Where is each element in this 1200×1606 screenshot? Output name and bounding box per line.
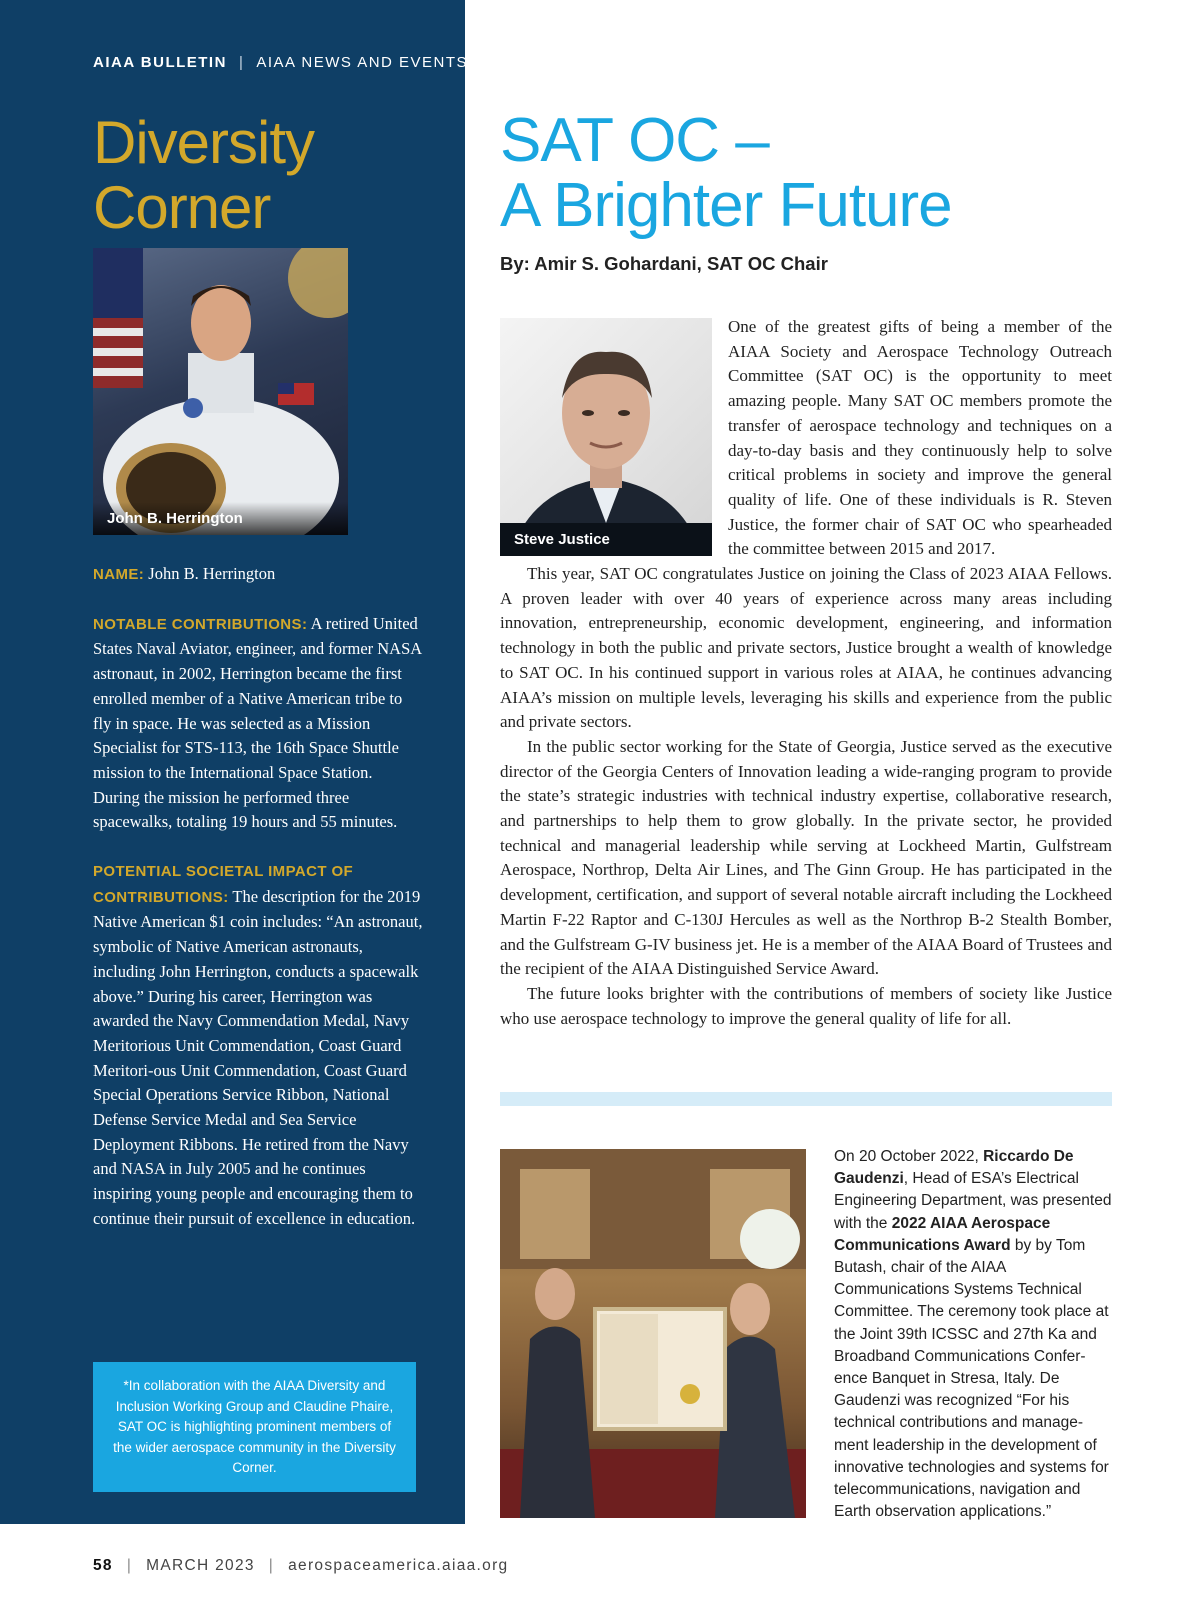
collaboration-note: *In collaboration with the AIAA Diversity and Inclusion Working Group and Claudine Phaire, SAT OC is highlighting prominent members of the wider aerospace community in the Diversity Corner.	[93, 1362, 416, 1492]
impact-label: POTENTIAL SOCIETAL IMPACT OF CONTRIBUTIONS:	[93, 863, 354, 906]
title-line-1: Diversity	[93, 109, 315, 176]
footer-divider-2: |	[268, 1557, 275, 1574]
article-title	[500, 108, 1150, 238]
page-footer	[93, 1557, 508, 1575]
site-url: aerospaceamerica.aiaa.org	[288, 1557, 509, 1574]
article-body	[500, 315, 1112, 1031]
page-number: 58	[93, 1557, 113, 1574]
article-paragraph-2: This year, SAT OC congratulates Justice on joining the Class of 2023 AIAA Fellows. A proven leader with over 40 years of experience across many areas including innovation, entrepreneurship, economic development, engineering, and information technology in both the public and private sectors, Justice brought a wealth of knowledge to SAT OC. In his continued support in various roles at AIAA, he continues advancing AIAA’s mission on multiple levels, leveraging his skills and experience from the public and private sectors.	[500, 564, 1112, 732]
diversity-corner-body	[93, 562, 423, 1256]
impact-entry	[93, 859, 423, 1232]
award-text-part-3: by by Tom Butash, chair of the AIAA Communications Systems Technical Committee. The ceremony took place at the Joint 39th ICSSC and 27th Ka and Broadband Communications Confer-ence Banquet in Stresa, Italy. De Gaudenzi was recognized “For his technical contributions and manage-ment leadership in the development of innovative technologies and systems for telecommunications, navigation and Earth observation applications.”	[834, 1236, 1109, 1521]
award-name: 2022 AIAA Aerospace Communications Award	[834, 1214, 1051, 1254]
article-title-line-2: A Brighter Future	[500, 171, 952, 240]
award-recipient: Riccardo De Gaudenzi	[834, 1148, 1074, 1188]
footer-divider-1: |	[126, 1557, 133, 1574]
article-paragraph-1: One of the greatest gifts of being a member of the AIAA Society and Aerospace Technology Outreach Committee (SAT OC) is the opportunity to meet amazing people. Many SAT OC members promote the transfer of aerospace technology and techniques on a day-to-day basis and they continuously help to solve critical problems in society and improve the general quality of life. One of these individuals is R. Steven Justice, the former chair of SAT OC who spearheaded the committee between 2015 and 2017.	[728, 317, 1112, 559]
astronaut-illustration	[93, 248, 348, 535]
name-value: John B. Herrington	[148, 564, 276, 583]
impact-text: The description for the 2019 Native American $1 coin includes: “An astronaut, symbolic of Native American astronauts, including John Herrington, conducts a spacewalk above.” During his career, Herrington was awarded the Navy Commendation Medal, Navy Meritorious Unit Commendation, Coast Guard Meritori-ous Unit Commendation, Coast Guard Special Operations Service Ribbon, National Defense Service Medal and Sea Service Deployment Ribbons. He retired from the Navy and NASA in July 2005 and he continues inspiring young people and encouraging them to continue their pursuit of excellence in education.	[93, 886, 423, 1228]
contributions-entry	[93, 612, 423, 835]
astronaut-photo	[93, 248, 348, 535]
contributions-label: NOTABLE CONTRIBUTIONS:	[93, 615, 308, 633]
award-ceremony-illustration	[500, 1149, 806, 1518]
award-ceremony-photo	[500, 1149, 806, 1518]
article-paragraph-3: In the public sector working for the State of Georgia, Justice served as the executive director of the Georgia Centers of Innovation leading a wide-ranging program to provide the state’s strategic industries with technical industry expertise, collaborative research, and partnerships to help them to grow globally. In the private sector, he provided technical and managerial leadership while serving at Lockheed Martin, Gulfstream Aerospace, Northrop, Delta Air Lines, and The Ginn Group. He has participated in the development, certification, and support of several notable aircraft including the Lockheed Martin F-22 Raptor and C-130J Hercules as well as the Northrop B-2 Stealth Bomber, and the Gulfstream G-IV business jet. He is a member of the AIAA Board of Trustees and the recipient of the AIAA Distinguished Service Award.	[500, 736, 1112, 979]
article-paragraph-4: The future looks brighter with the contributions of members of society like Justice who use aerospace technology to improve the general quality of life for all.	[500, 983, 1112, 1028]
section-divider-bar	[500, 1092, 1112, 1106]
contributions-text: A retired United States Naval Aviator, engineer, and former NASA astronaut, in 2002, Herrington became the first enrolled member of a Native American tribe to fly in space. He was selected as a Mission Specialist for STS-113, the 16th Space Shuttle mission to the International Space Station. During the mission he performed three spacewalks, totaling 19 hours and 55 minutes.	[93, 613, 422, 832]
subsection-label: AIAA NEWS AND EVENTS	[256, 54, 469, 71]
steve-caption: Steve Justice	[500, 523, 712, 556]
award-text-part-2: , Head of ESA’s Electrical Engineering Department, was presented with the	[834, 1170, 1112, 1232]
issue-date: MARCH 2023	[146, 1557, 255, 1574]
diversity-corner-title	[93, 110, 453, 240]
astronaut-caption: John B. Herrington	[93, 502, 348, 535]
running-head	[93, 54, 468, 71]
award-text-part-1: On 20 October 2022,	[834, 1148, 984, 1165]
section-label: AIAA BULLETIN	[93, 54, 227, 71]
photo-float-spacer	[500, 315, 728, 557]
title-line-2: Corner	[93, 174, 271, 241]
article-title-line-1: SAT OC –	[500, 106, 769, 175]
article-byline: By: Amir S. Gohardani, SAT OC Chair	[500, 253, 828, 274]
name-entry	[93, 562, 423, 588]
name-label: NAME:	[93, 566, 145, 583]
award-announcement	[834, 1146, 1117, 1523]
header-divider: |	[238, 54, 245, 71]
